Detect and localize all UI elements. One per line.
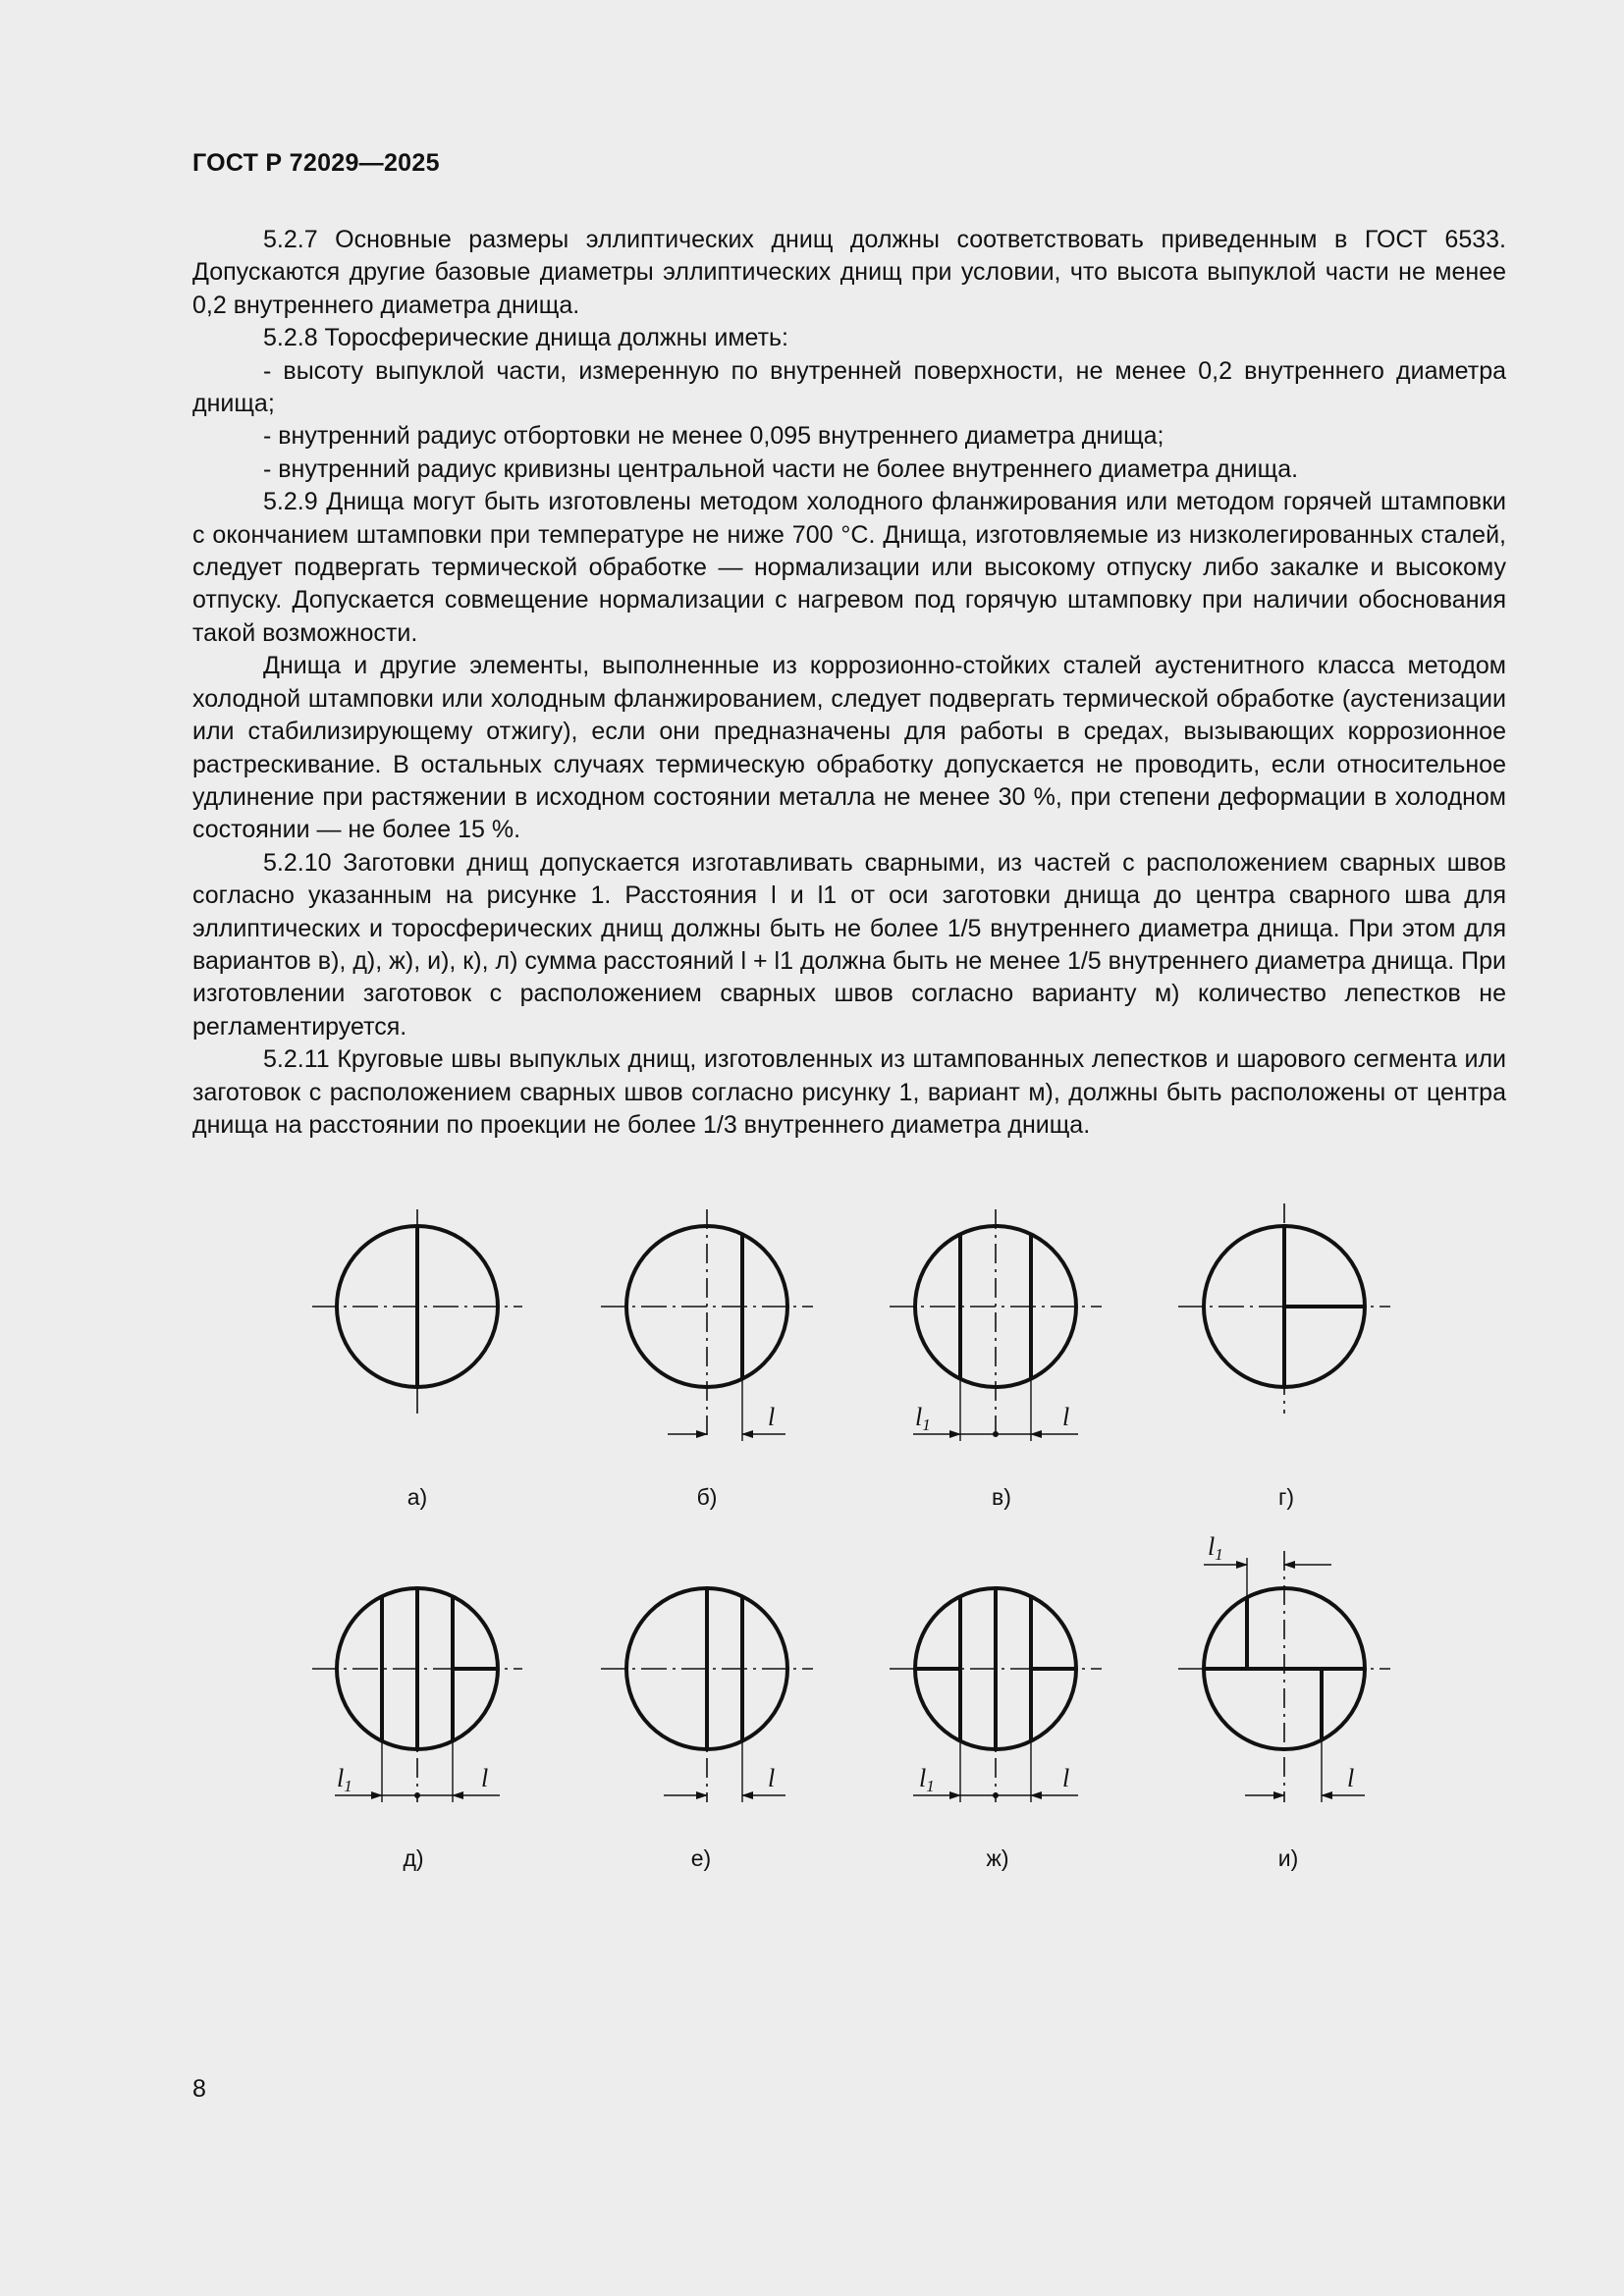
caption-a: а): [406, 1484, 428, 1510]
caption-e: е): [690, 1845, 712, 1871]
dim-label-l-v: l: [1062, 1403, 1070, 1431]
caption-v: в): [992, 1484, 1011, 1510]
list-item-height: - высоту выпуклой части, измеренную по внутренней поверхности, не менее 0,2 внутреннего диаметра днища;: [192, 356, 1506, 418]
diagram-a: [312, 1209, 522, 1414]
paragraph-5-2-11: 5.2.11 Круговые швы выпуклых днищ, изготовленных из штампованных лепестков и шарового сегмента или заготовок с расположением сварных швов согласно рисунку 1, вариант м), должны быть расположены от центра днища на расстоянии по проекции не более 1/3 внутреннего диаметра днища.: [192, 1045, 1506, 1139]
dim-label-l1-v: l1: [915, 1403, 931, 1434]
doc-header: ГОСТ Р 72029—2025: [192, 149, 440, 177]
diagram-e: [601, 1586, 813, 1802]
dim-label-l-b: l: [768, 1403, 776, 1431]
dim-label-l1-zh: l1: [919, 1764, 935, 1795]
paragraph-stainless: Днища и другие элементы, выполненные из коррозионно-стойких сталей аустенитного класса методом холодной штамповки или холодным фланжированием, следует подвергать термической обработке (аустенизации или стабилизирующему отжигу), если они предназначены для работы в средах, вызывающих коррозионное растрескивание. В остальных случаях термическую обработку допускается не проводить, если относительное удлинение при растяжении в исходном состоянии металла не менее 30 %, при степени деформации в холодном состоянии — не более 15 %.: [192, 652, 1506, 844]
dim-label-l1-i: l1: [1208, 1532, 1223, 1564]
dim-label-l-zh: l: [1062, 1764, 1070, 1792]
dim-label-l-e: l: [768, 1764, 776, 1792]
caption-zh: ж): [986, 1845, 1009, 1871]
paragraph-5-2-9: 5.2.9 Днища могут быть изготовлены методом холодного фланжирования или методом горячей штамповки с окончанием штамповки при температуре не ниже 700 °C. Днища, изготовляемые из низколегированных сталей, следует подвергать термической обработке — нормализации или высокому отпуску либо закалке и высокому отпуску. Допускается совмещение нормализации с нагревом под горячую штамповку при наличии обоснования такой возможности.: [192, 488, 1506, 647]
paragraph-5-2-7: 5.2.7 Основные размеры эллиптических днищ должны соответствовать приведенным в ГОСТ 6533. Допускаются другие базовые диаметры эллиптических днищ при условии, что высота выпуклой части не менее 0,2 внутреннего диаметра днища.: [192, 226, 1506, 319]
caption-i: и): [1277, 1845, 1299, 1871]
dim-label-l-d: l: [481, 1764, 489, 1792]
list-item-flange-radius: - внутренний радиус отбортовки не менее 0,095 внутреннего диаметра днища;: [263, 422, 1164, 451]
paragraph-5-2-10: 5.2.10 Заготовки днищ допускается изготавливать сварными, из частей с расположением сварных швов согласно указанным на рисунке 1. Расстояния l и l1 от оси заготовки днища до центра сварного шва для эллиптических и торосферических днищ должны быть не более 1/5 внутреннего диаметра днища. При этом для вариантов в), д), ж), и), к), л) сумма расстояний l + l1 должна быть не менее 1/5 внутреннего диаметра днища. При изготовлении заготовок с расположением сварных швов согласно варианту м) количество лепестков не регламентируется.: [192, 848, 1506, 1041]
list-item-center-radius: - внутренний радиус кривизны центральной части не более внутреннего диаметра днища.: [263, 454, 1299, 483]
dim-label-l-i: l: [1347, 1764, 1355, 1792]
dim-label-l1-d: l1: [337, 1764, 352, 1795]
diagram-b: [601, 1209, 813, 1441]
caption-b: б): [696, 1484, 718, 1510]
caption-g: г): [1277, 1484, 1295, 1510]
diagram-g: [1178, 1203, 1390, 1414]
caption-d: д): [403, 1845, 424, 1871]
paragraph-5-2-8: 5.2.8 Торосферические днища должны иметь:: [263, 324, 788, 352]
page-number: 8: [192, 2075, 206, 2103]
diagram-i: [1178, 1551, 1390, 1802]
